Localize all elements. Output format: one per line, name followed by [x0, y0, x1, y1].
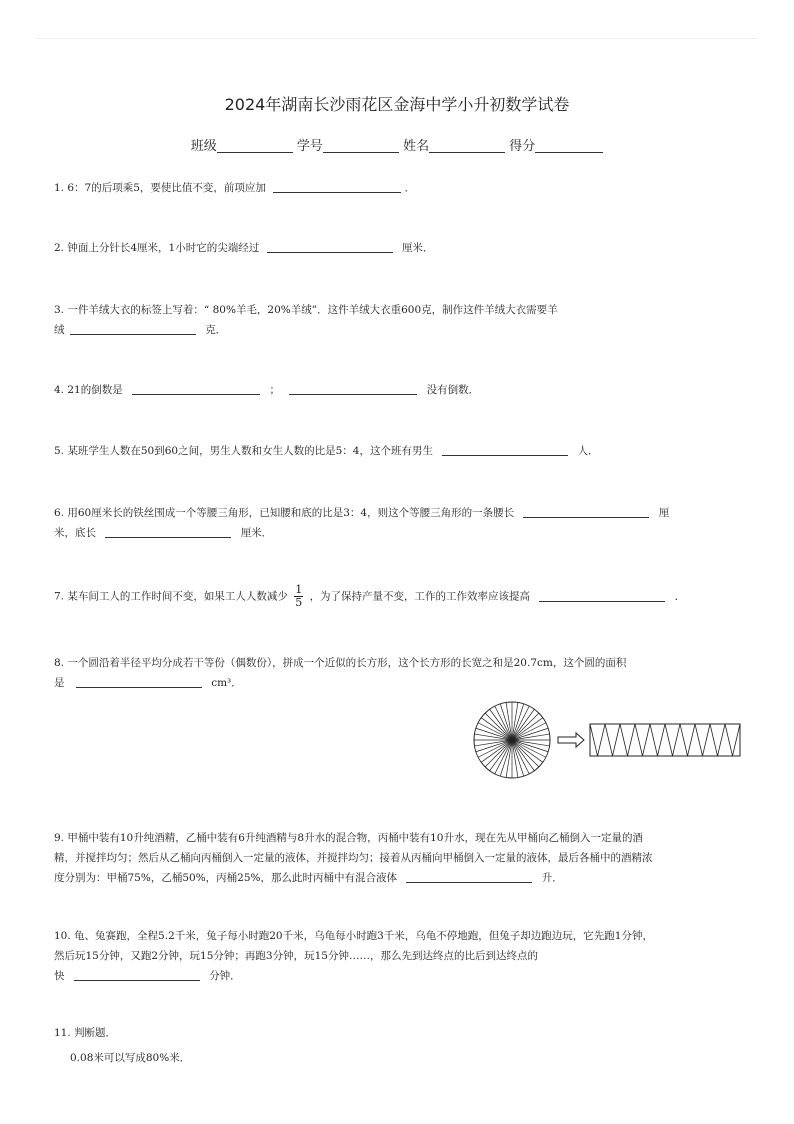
question-text: 用60厘米长的铁丝围成一个等腰三角形，已知腰和底的比是3：4，则这个等腰三角形的一条腰长 [67, 507, 515, 519]
question-2 [54, 238, 738, 258]
question-text: 一个圆沿着半径平均分成若干等份（偶数份），拼成一个近似的长方形，这个长方形的长宽之和是20.7cm，这个圆的面积 [67, 657, 627, 669]
question-9 [54, 828, 738, 888]
question-text: 甲桶中装有10升纯酒精，乙桶中装有6升纯酒精与8升水的混合物，丙桶中装有10升水，现在先从甲桶向乙桶倒入一定量的酒 [67, 832, 643, 844]
answer-blank[interactable] [539, 589, 665, 602]
arrow-icon [558, 733, 584, 747]
circle-sector-line [512, 740, 534, 771]
question-text: 某班学生人数在50到60之间，男生人数和女生人数的比是5：4，这个班有男生 [67, 445, 433, 457]
question-number: 5. [54, 445, 65, 457]
question-4 [54, 380, 738, 400]
question-3 [54, 300, 738, 340]
page-title: 2024年湖南长沙雨花区金海中学小升初数学试卷 [224, 95, 570, 114]
circle-sector-line [481, 740, 512, 762]
question-text: 某车间工人的工作时间不变，如果工人人数减少 [67, 590, 288, 603]
question-text-end: 升． [541, 872, 563, 884]
answer-blank[interactable] [76, 675, 202, 688]
question-number: 6. [54, 507, 65, 519]
score-label: 得分 [509, 139, 536, 154]
question-text: 是 [54, 677, 65, 689]
question-number: 1. [54, 182, 65, 194]
question-number: 11. [54, 1027, 71, 1039]
circle-to-rectangle-figure [472, 700, 744, 782]
circle-sector-line [512, 709, 534, 740]
question-text: 度分别为：甲桶75%，乙桶50%，丙桶25%，那么此时丙桶中有混合液体 [54, 872, 398, 884]
question-6 [54, 503, 738, 543]
top-rule [36, 38, 758, 39]
zigzag-sector-lines [590, 724, 740, 756]
question-text: ，为了保持产量不变，工作的工作效率应该提高 [309, 590, 531, 603]
answer-blank-2[interactable] [105, 525, 231, 538]
question-number: 2. [54, 242, 65, 254]
question-text-end: 厘米． [240, 527, 273, 539]
circle-sector-line [512, 740, 543, 762]
question-text: 精，并搅拌均匀；然后从乙桶向丙桶倒入一定量的液体，并搅拌均匀；接着从丙桶向甲桶倒入一定量的液体，最后各桶中的酒精浓 [54, 852, 653, 864]
question-text: 6：7的后项乘5，要使比值不变，前项应加 [67, 182, 266, 194]
answer-blank[interactable] [406, 870, 532, 883]
question-unit: 厘 [658, 507, 670, 519]
rectangle-outline [590, 724, 740, 756]
score-blank[interactable] [535, 138, 603, 153]
question-number: 9. [54, 832, 65, 844]
fraction-numerator: 1 [295, 583, 303, 596]
question-8 [54, 653, 738, 693]
question-number: 7. [54, 590, 65, 603]
question-text: 快 [54, 970, 65, 982]
circle-sector-line [481, 718, 512, 740]
question-text-end: 人． [577, 445, 599, 457]
answer-blank[interactable] [267, 240, 393, 253]
circle-sector-line [490, 709, 512, 740]
question-text-end: 分钟． [209, 970, 241, 982]
question-text: 绒 [54, 324, 65, 336]
question-text-end: 克． [205, 324, 227, 336]
student-info-row [0, 135, 794, 154]
fraction [294, 584, 303, 609]
student-number-blank[interactable] [323, 138, 399, 153]
question-text: 判断题． [74, 1027, 117, 1039]
question-7 [54, 584, 738, 609]
question-text-end: 没有倒数． [426, 384, 480, 396]
class-label: 班级 [190, 139, 217, 154]
question-text: 钟面上分针长4厘米，1小时它的尖端经过 [67, 242, 260, 254]
question-10 [54, 926, 738, 986]
zigzag-rectangle [590, 724, 740, 756]
question-text-end: cm³． [211, 677, 242, 689]
question-text-end: ． [404, 182, 416, 194]
class-blank[interactable] [217, 138, 293, 153]
question-text: 21的倒数是 [67, 384, 123, 396]
question-text: 一件羊绒大衣的标签上写着：“ 80%羊毛，20%羊绒”．这件羊绒大衣重600克，制作这件羊绒大衣需要羊 [67, 304, 558, 316]
question-11 [54, 1023, 738, 1043]
circle-sector-line [512, 718, 543, 740]
question-text-end: 厘米． [401, 242, 434, 254]
answer-blank[interactable] [70, 322, 196, 335]
answer-blank-1[interactable] [132, 382, 260, 395]
question-text-separator: ； [269, 384, 280, 396]
fraction-denominator: 5 [295, 596, 303, 609]
circle-sector-line [490, 740, 512, 771]
sectored-circle [474, 702, 550, 778]
student-number-label: 学号 [296, 139, 323, 154]
question-text-end: ． [674, 590, 686, 603]
question-number: 4. [54, 384, 65, 396]
answer-blank[interactable] [74, 968, 200, 981]
answer-blank[interactable] [442, 443, 568, 456]
question-text: 龟、兔赛跑，全程5.2千米，兔子每小时跑20千米，乌龟每小时跑3千米，乌龟不停地跑，但兔子却边跑边玩，它先跑1分钟， [74, 930, 653, 942]
question-text: 然后玩15分钟，又跑2分钟，玩15分钟；再跑3分钟，玩15分钟……，那么先到达终点的比后到达终点的 [54, 950, 538, 962]
name-blank[interactable] [429, 138, 505, 153]
answer-blank-2[interactable] [289, 382, 417, 395]
name-label: 姓名 [403, 139, 430, 154]
answer-blank-1[interactable] [523, 505, 649, 518]
question-1 [54, 178, 738, 198]
question-5 [54, 441, 738, 461]
question-number: 10. [54, 930, 71, 942]
question-number: 3. [54, 304, 65, 316]
question-text: 米，底长 [54, 527, 96, 539]
question-number: 8. [54, 657, 65, 669]
answer-blank[interactable] [273, 180, 401, 193]
true-false-item: 0.08米可以写成80%米． [70, 1052, 191, 1064]
